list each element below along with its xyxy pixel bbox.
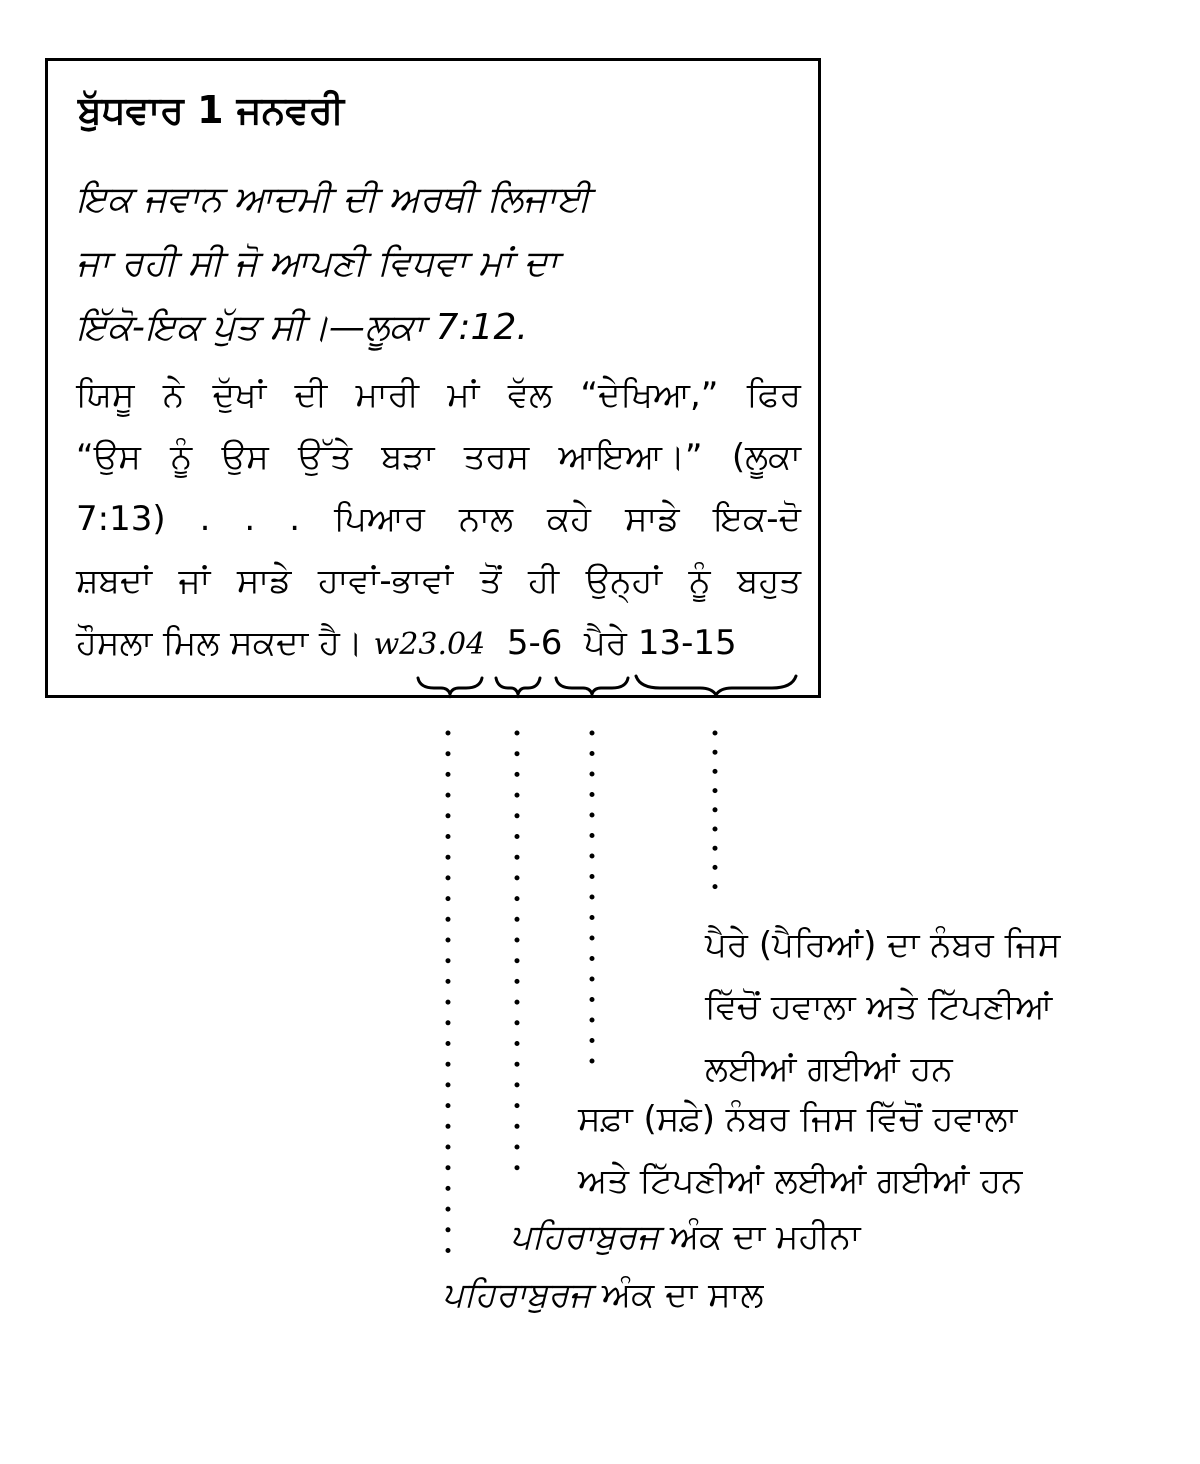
callout-issue-year: [442, 1264, 764, 1326]
scripture-quote: [76, 168, 796, 360]
callout-month-text: ਅੰਕ ਦਾ ਮਹੀਨਾ: [669, 1217, 861, 1257]
callout-line: ਅਤੇ ਟਿੱਪਣੀਆਂ ਲਈਆਂ ਗਈਆਂ ਹਨ: [578, 1161, 1023, 1201]
reference-issue-month: .04: [437, 627, 486, 662]
reference-pages: 5-6: [506, 623, 563, 663]
commentary-text: [76, 364, 801, 676]
callout-line: ਸਫ਼ਾ (ਸਫ਼ੇ) ਨੰਬਰ ਜਿਸ ਵਿੱਚੋਂ ਹਵਾਲਾ: [578, 1099, 1018, 1139]
callout-year-text: ਅੰਕ ਦਾ ਸਾਲ: [601, 1275, 764, 1315]
commentary-line: ਯਿਸੂ ਨੇ ਦੁੱਖਾਂ ਦੀ ਮਾਰੀ ਮਾਂ ਵੱਲ “ਦੇਖਿਆ,” ਫਿਰ: [76, 375, 801, 415]
callout-line: ਵਿੱਚੋਂ ਹਵਾਲਾ ਅਤੇ ਟਿੱਪਣੀਆਂ: [705, 987, 1053, 1027]
reference-publication-year: w23: [373, 627, 438, 662]
callout-paragraph-number: [705, 914, 1060, 1100]
callout-page-number: [578, 1088, 1022, 1212]
magazine-name: ਪਹਿਰਾਬੁਰਜ: [442, 1275, 592, 1315]
commentary-last-line: [76, 612, 801, 676]
commentary-last-line-text: ਹੌਸਲਾ ਮਿਲ ਸਕਦਾ ਹੈ।: [76, 623, 363, 663]
scripture-line: ਇਕ ਜਵਾਨ ਆਦਮੀ ਦੀ ਅਰਥੀ ਲਿਜਾਈ: [76, 179, 591, 220]
reference-paragraphs: ਪੈਰੇ 13-15: [584, 623, 737, 663]
commentary-line: “ਉਸ ਨੂੰ ਉਸ ਉੱਤੇ ਬੜਾ ਤਰਸ ਆਇਆ।” (ਲੂਕਾ: [76, 437, 801, 477]
date-title: ਬੁੱਧਵਾਰ 1 ਜਨਵਰੀ: [78, 88, 345, 132]
callout-issue-month: [510, 1206, 861, 1268]
scripture-line: ਇੱਕੋ-ਇਕ ਪੁੱਤ ਸੀ।—ਲੂਕਾ 7:12.: [76, 307, 528, 348]
callout-line: ਲਈਆਂ ਗਈਆਂ ਹਨ: [705, 1049, 953, 1089]
magazine-name: ਪਹਿਰਾਬੁਰਜ: [510, 1217, 660, 1257]
scripture-line: ਜਾ ਰਹੀ ਸੀ ਜੋ ਆਪਣੀ ਵਿਧਵਾ ਮਾਂ ਦਾ: [76, 243, 558, 284]
commentary-line: 7:13) . . . ਪਿਆਰ ਨਾਲ ਕਹੇ ਸਾਡੇ ਇਕ-ਦੋ: [76, 499, 801, 539]
callout-line: ਪੈਰੇ (ਪੈਰਿਆਂ) ਦਾ ਨੰਬਰ ਜਿਸ: [705, 925, 1061, 965]
commentary-line: ਸ਼ਬਦਾਂ ਜਾਂ ਸਾਡੇ ਹਾਵਾਂ-ਭਾਵਾਂ ਤੋਂ ਹੀ ਉਨ੍ਹਾਂ ਨੂੰ ਬਹੁਤ: [76, 561, 801, 601]
